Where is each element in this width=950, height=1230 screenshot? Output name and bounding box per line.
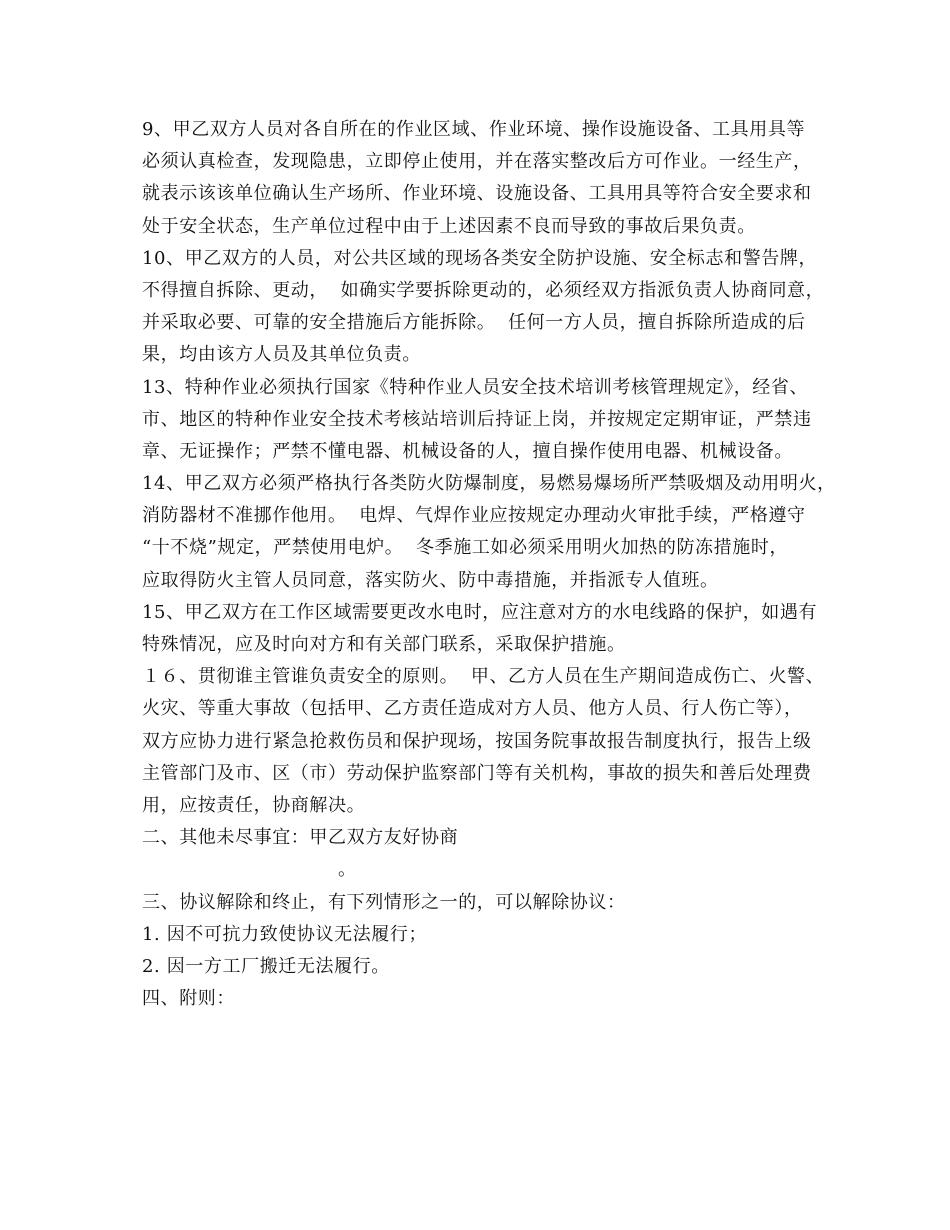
clause-10-line-3: 并采取必要、可靠的安全措施后方能拆除。 任何一方人员，擅自拆除所造成的后: [142, 312, 806, 334]
clause-13-line-1: 13、特种作业必须执行国家《特种作业人员安全技术培训考核管理规定》，经省、: [142, 376, 809, 398]
clause-9-line-4: 处于安全状态，生产单位过程中由于上述因素不良而导致的事故后果负责。: [142, 215, 756, 237]
section-2-heading: 二、其他未尽事宜：甲乙双方友好协商: [142, 827, 459, 849]
section-3-item-1: 1. 因不可抗力致使协议无法履行；: [142, 923, 428, 945]
clause-10-line-2: 不得擅自拆除、更动， 如确实学要拆除更动的，必须经双方指派负责人协商同意，: [142, 279, 825, 301]
clause-14-line-3: “十不烧”规定，严禁使用电炉。 冬季施工如必须采用明火加热的防冻措施时，: [142, 537, 789, 559]
section-3-heading: 三、协议解除和终止，有下列情形之一的，可以解除协议：: [142, 891, 626, 913]
section-4-heading: 四、附则：: [142, 988, 235, 1010]
clause-16-line-4: 主管部门及市、区（市）劳动保护监察部门等有关机构，事故的损失和善后处理费: [142, 762, 812, 784]
clause-15-line-1: 15、甲乙双方在工作区域需要更改水电时，应注意对方的水电线路的保护，如遇有: [142, 601, 818, 623]
clause-13-line-2: 市、地区的特种作业安全技术考核站培训后持证上岗，并按规定定期审证，严禁违: [142, 408, 812, 430]
clause-9-line-2: 必须认真检查，发现隐患，立即停止使用，并在落实整改后方可作业。一经生产，: [142, 151, 812, 173]
clause-10-line-1: 10、甲乙双方的人员，对公共区域的现场各类安全防护设施、安全标志和警告牌，: [142, 247, 818, 269]
clause-9-line-1: 9、甲乙双方人员对各自所在的作业区域、作业环境、操作设施设备、工具用具等: [142, 119, 806, 140]
document-body: [142, 114, 836, 1015]
clause-16-line-2: 火灾、等重大事故（包括甲、乙方责任造成对方人员、他方人员、行人伤亡等），: [142, 698, 803, 720]
clause-10-line-4: 果，均由该方人员及其单位负责。: [142, 344, 421, 366]
clause-16-line-5: 用，应按责任，协商解决。: [142, 794, 366, 816]
section-2-period: 。: [338, 859, 357, 881]
section-3-item-2: 2. 因一方工厂搬迁无法履行。: [142, 955, 390, 977]
clause-14-line-2: 消防器材不准挪作他用。 电焊、气焊作业应按规定办理动火审批手续，严格遵守: [142, 505, 806, 527]
clause-14-line-4: 应取得防火主管人员同意，落实防火、防中毒措施，并指派专人值班。: [142, 569, 719, 591]
clause-16-line-3: 双方应协力进行紧急抢救伤员和保护现场，按国务院事故报告制度执行，报告上级: [142, 730, 812, 752]
clause-9-line-3: 就表示该该单位确认生产场所、作业环境、设施设备、工具用具等符合安全要求和: [142, 183, 812, 205]
clause-16-line-1: １６、贯彻谁主管谁负责安全的原则。 甲、乙方人员在生产期间造成伤亡、火警、: [142, 666, 825, 688]
clause-15-line-2: 特殊情况，应及时向对方和有关部门联系，采取保护措施。: [142, 634, 626, 655]
clause-13-line-3: 章、无证操作；严禁不懂电器、机械设备的人，擅自操作使用电器、机械设备。: [142, 440, 793, 462]
clause-14-line-1: 14、甲乙双方必须严格执行各类防火防爆制度，易燃易爆场所严禁吸烟及动用明火，: [142, 473, 836, 495]
